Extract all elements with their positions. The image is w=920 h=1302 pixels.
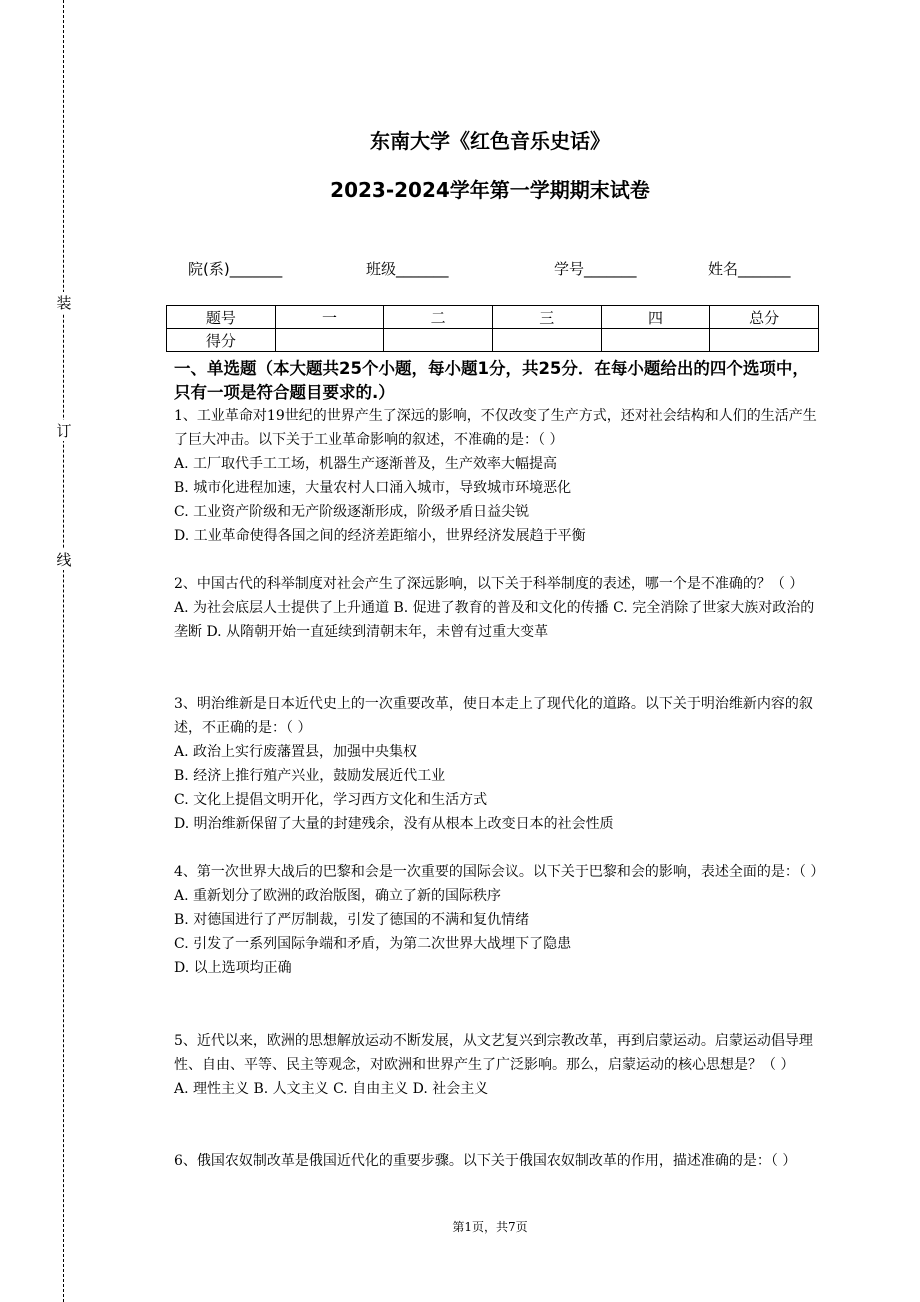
question-3 [174,692,824,836]
score-header-cell: 三 [492,306,601,329]
section-heading: 一、单选题（本大题共25个小题，每小题1分，共25分．在每小题给出的四个选项中，只有一项是符合题目要求的.） [174,359,809,402]
question-option: B. 对德国进行了严厉制裁，引发了德国的不满和复仇情绪 [174,912,530,928]
score-header-cell: 一 [275,306,384,329]
question-stem: 1、工业革命对19世纪的世界产生了深远的影响，不仅改变了生产方式，还对社会结构和人们的生活产生了巨大冲击。以下关于工业革命影响的叙述，不准确的是：（ ） [174,408,817,448]
score-header-cell: 四 [601,306,710,329]
student-id-field: 学号_______ [554,260,637,278]
question-option: A. 重新划分了欧洲的政治版图，确立了新的国际秩序 [174,888,502,904]
exam-subtitle: 2023-2024学年第一学期期末试卷 [330,178,650,202]
score-cell [710,329,819,352]
score-header-cell: 二 [384,306,493,329]
question-stem: 3、明治维新是日本近代史上的一次重要改革，使日本走上了现代化的道路。以下关于明治维新内容的叙述，不正确的是：（ ） [174,696,813,736]
question-stem: 6、俄国农奴制改革是俄国近代化的重要步骤。以下关于俄国农奴制改革的作用，描述准确的是：（ ） [174,1153,797,1169]
score-header-cell: 总分 [710,306,819,329]
binding-mark-xian: 线 [56,551,72,569]
question-1 [174,404,824,548]
question-option: C. 引发了一系列国际争端和矛盾，为第二次世界大战埋下了隐患 [174,936,572,952]
score-cell [601,329,710,352]
class-field: 班级_______ [366,260,449,278]
binding-mark-ding: 订 [56,422,72,440]
score-cell [384,329,493,352]
name-field: 姓名_______ [708,260,791,278]
question-stem: 5、近代以来，欧洲的思想解放运动不断发展，从文艺复兴到宗教改革，再到启蒙运动。启蒙运动倡导理性、自由、平等、民主等观念，对欧洲和世界产生了广泛影响。那么，启蒙运动的核心思想是？（ ） [174,1033,813,1073]
question-option: D. 明治维新保留了大量的封建残余，没有从根本上改变日本的社会性质 [174,816,614,832]
department-field: 院(系)_______ [188,260,283,278]
score-header-cell: 题号 [167,306,276,329]
question-stem: 4、第一次世界大战后的巴黎和会是一次重要的国际会议。以下关于巴黎和会的影响，表述全面的是：（ ） [174,864,825,880]
question-option: B. 经济上推行殖产兴业，鼓励发展近代工业 [174,768,446,784]
score-table-header-row [167,306,819,329]
question-option: C. 工业资产阶级和无产阶级逐渐形成，阶级矛盾日益尖锐 [174,504,530,520]
question-option: A. 理性主义 B. 人文主义 C. 自由主义 D. 社会主义 [174,1081,489,1097]
question-option: D. 以上选项均正确 [174,960,292,976]
score-table [166,305,819,352]
score-table-score-row [167,329,819,352]
question-option: B. 城市化进程加速，大量农村人口涌入城市，导致城市环境恶化 [174,480,572,496]
exam-title: 东南大学《红色音乐史话》 [370,129,610,153]
page-number: 第1页，共7页 [452,1220,528,1234]
question-option: C. 文化上提倡文明开化，学习西方文化和生活方式 [174,792,488,808]
question-2 [174,572,824,644]
question-5 [174,1029,824,1101]
question-stem: 2、中国古代的科举制度对社会产生了深远影响，以下关于科举制度的表述，哪一个是不准确的？（ ） [174,576,804,592]
score-cell [275,329,384,352]
question-option: D. 工业革命使得各国之间的经济差距缩小，世界经济发展趋于平衡 [174,528,586,544]
question-4 [174,860,824,980]
question-6 [174,1149,824,1173]
student-info-row [188,258,808,280]
score-row-label: 得分 [167,329,276,352]
question-option: A. 为社会底层人士提供了上升通道 B. 促进了教育的普及和文化的传播 C. 完全消除了世家大族对政治的垄断 D. 从隋朝开始一直延续到清朝末年，未曾有过重大变革 [174,600,815,640]
binding-mark-zhuang: 装 [56,294,72,312]
score-cell [492,329,601,352]
question-option: A. 工厂取代手工工场，机器生产逐渐普及，生产效率大幅提高 [174,456,558,472]
question-option: A. 政治上实行废藩置县，加强中央集权 [174,744,418,760]
